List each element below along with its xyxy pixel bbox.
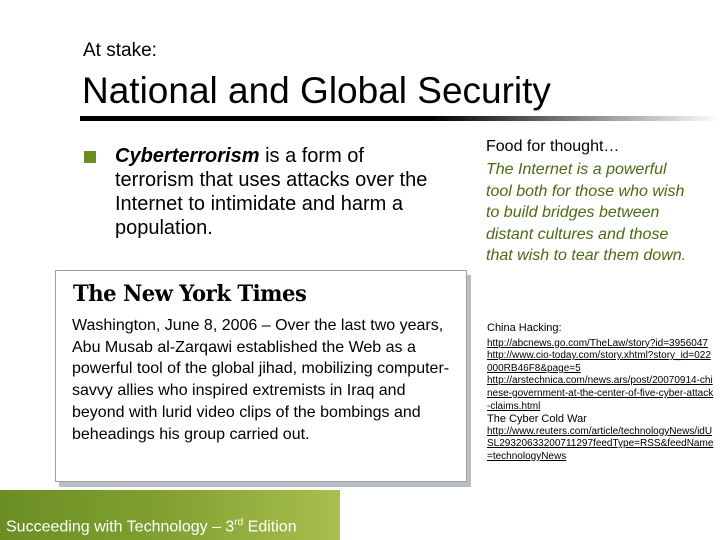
reference-link[interactable]: http://www.cio-today.com/story.xhtml?story_id=022000RB46F8&page=5 xyxy=(487,350,711,374)
footer-superscript: rd xyxy=(234,517,244,528)
bullet-square-icon xyxy=(84,151,96,163)
bullet-term: Cyberterrorism xyxy=(115,145,260,167)
nyt-logo: The New York Times xyxy=(73,281,307,307)
reference-link[interactable]: http://www.reuters.com/article/technologyNews/idUSL29320633200711297feedType=RSS&feedName=technologyNews xyxy=(487,425,714,462)
food-for-thought-body: The Internet is a powerful tool both for those who wish to build bridges between distant cultures and those that wish to tear them down. xyxy=(486,161,687,265)
food-for-thought-heading: Food for thought… xyxy=(486,138,620,155)
bullet-definition: is a form of terrorism that uses attacks over the Internet to intimidate and harm a population. xyxy=(115,145,428,239)
nyt-quote-text: Washington, June 8, 2006 – Over the last two years, Abu Musab al-Zarqawi established the Web as a powerful tool of the global jihad, mobilizing computer-savvy allies who inspired extremists in Iraq and beyond with lurid video clips of the bombings and beheadings his group carried out. xyxy=(72,317,450,443)
nyt-quote-box xyxy=(55,270,467,482)
reference-link[interactable]: http://abcnews.go.com/TheLaw/story?id=3956047 xyxy=(487,337,708,349)
reference-link[interactable]: http://arstechnica.com/news.ars/post/20070914-chinese-government-at-the-center-of-five-cyber-attack-claims.html xyxy=(487,375,714,412)
slide-title: National and Global Security xyxy=(82,70,551,111)
slide-kicker: At stake: xyxy=(83,40,157,61)
footer-text-edition: Edition xyxy=(243,518,297,536)
footer-bar xyxy=(0,490,340,540)
references-subheading: The Cyber Cold War xyxy=(487,413,587,426)
bullet-point xyxy=(115,144,445,240)
footer-text xyxy=(6,517,297,536)
footer-text-main: Succeeding with Technology – 3 xyxy=(6,518,235,536)
references-heading: China Hacking: xyxy=(487,322,562,334)
title-underline xyxy=(80,116,720,121)
reference-list xyxy=(487,322,715,464)
